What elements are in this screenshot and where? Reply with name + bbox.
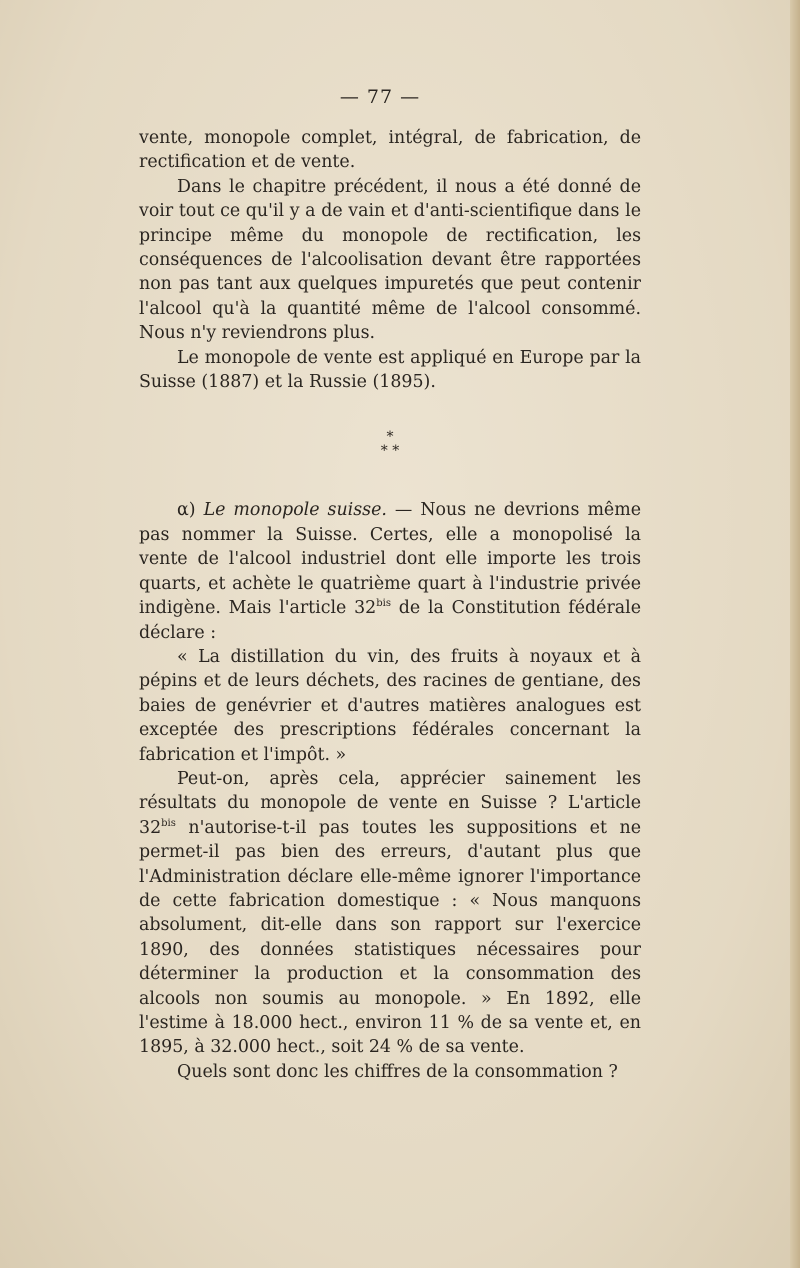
- paragraph-3: Le monopole de vente est appliqué en Europe par la Suisse (1887) et la Russie (1895).: [139, 347, 641, 393]
- quotation: « La distillation du vin, des fruits à noyaux et à pépins et de leurs déchets, des racines de gentiane, des baies de genévrier et d'autres matières analogues est exceptée des prescriptions fédérales concernant la fabrication et l'impôt. »: [139, 646, 641, 765]
- paragraph-6-text-a: Peut-on, après cela, apprécier sainement les résultats du monopole de vente en Suisse ? L'article 32: [139, 768, 641, 838]
- asterism-bottom: * *: [380, 443, 400, 460]
- body-text: [139, 126, 641, 1084]
- section-heading: Le monopole suisse.: [203, 500, 387, 521]
- section-separator-asterism: [139, 430, 641, 458]
- paragraph-4-text-b: de la Constitution fédérale déclare :: [139, 598, 641, 643]
- paragraph-6-text-b: n'autorise-t-il pas toutes les suppositions et ne permet-il pas bien des erreurs, d'autant plus que l'Administration déclare elle-même ignorer l'importance de cette fabrication domestique : « Nous manquons absolument, dit-elle dans son rapport sur l'exercice 1890, des données statistiques nécessaires pour déterminer la production et la consommation des alcools non soumis au monopole. » En 1892, elle l'estime à 18.000 hect., environ 11 % de sa vente et, en 1895, à 32.000 hect., soit 24 % de sa vente.: [139, 817, 641, 1058]
- paragraph-2: Dans le chapitre précédent, il nous a été donné de voir tout ce qu'il y a de vain et d'anti-scientifique dans le principe même du monopole de rectification, les conséquences de l'alcoolisation devant être rapportées non pas tant aux quelques impuretés que peut contenir l'alcool qu'à la quantité même de l'alcool consommé. Nous n'y reviendrons plus.: [139, 176, 641, 344]
- asterism-top: *: [386, 429, 394, 446]
- section-label: α): [177, 500, 204, 521]
- page-edge: [790, 0, 800, 1268]
- superscript-bis: bis: [161, 817, 176, 829]
- paragraph-4-text-a: — Nous ne devrions même pas nommer la Suisse. Certes, elle a monopolisé la vente de l'alcool industriel dont elle importe les trois quarts, et achète le quatrième quart à l'industrie privée indigène. Mais l'article 32: [139, 500, 642, 619]
- paragraph-1: vente, monopole complet, intégral, de fabrication, de rectification et de vente.: [139, 128, 641, 173]
- paragraph-7: Quels sont donc les chiffres de la consommation ?: [177, 1061, 618, 1082]
- paragraph-4: [139, 498, 641, 644]
- page-number: — 77 —: [339, 86, 421, 108]
- superscript-bis: bis: [376, 598, 391, 610]
- paragraph-6: [139, 767, 641, 1060]
